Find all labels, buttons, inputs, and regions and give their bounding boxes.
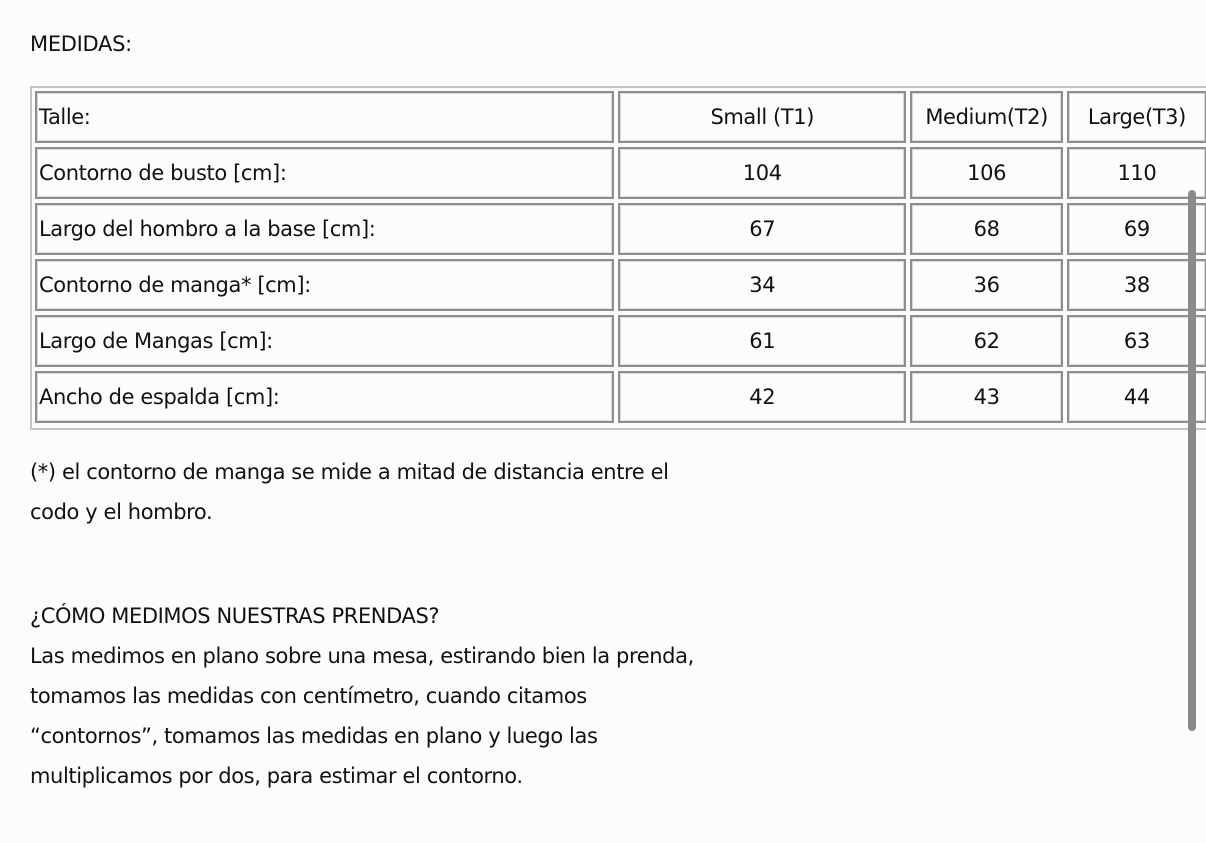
description-line: Las medimos en plano sobre una mesa, estirando bien la prenda, bbox=[30, 644, 694, 668]
cell-large: 110 bbox=[1067, 147, 1206, 199]
cell-medium: 36 bbox=[910, 259, 1062, 311]
description-line: “contornos”, tomamos las medidas en plano y luego las bbox=[30, 724, 598, 748]
cell-large: 69 bbox=[1067, 203, 1206, 255]
scrollbar-thumb[interactable] bbox=[1188, 190, 1196, 731]
table-row bbox=[35, 315, 1206, 367]
row-label: Contorno de busto [cm]: bbox=[35, 147, 614, 199]
sleeve-footnote bbox=[30, 452, 790, 532]
description-line: multiplicamos por dos, para estimar el contorno. bbox=[30, 764, 523, 788]
cell-medium: 106 bbox=[910, 147, 1062, 199]
table-header-row bbox=[35, 91, 1206, 143]
cell-large: 38 bbox=[1067, 259, 1206, 311]
row-label: Contorno de manga* [cm]: bbox=[35, 259, 614, 311]
row-label: Ancho de espalda [cm]: bbox=[35, 371, 614, 423]
header-cell-size: Talle: bbox=[35, 91, 614, 143]
measuring-description bbox=[30, 636, 790, 796]
cell-medium: 43 bbox=[910, 371, 1062, 423]
footnote-line: (*) el contorno de manga se mide a mitad de distancia entre el bbox=[30, 460, 669, 484]
header-cell-large: Large(T3) bbox=[1067, 91, 1206, 143]
cell-small: 34 bbox=[618, 259, 906, 311]
cell-medium: 68 bbox=[910, 203, 1062, 255]
size-table-frame bbox=[30, 86, 1206, 430]
footnote-line: codo y el hombro. bbox=[30, 500, 213, 524]
row-label: Largo del hombro a la base [cm]: bbox=[35, 203, 614, 255]
cell-large: 44 bbox=[1067, 371, 1206, 423]
header-cell-medium: Medium(T2) bbox=[910, 91, 1062, 143]
cell-small: 67 bbox=[618, 203, 906, 255]
measuring-section-title: ¿CÓMO MEDIMOS NUESTRAS PRENDAS? bbox=[30, 604, 440, 628]
page-heading: MEDIDAS: bbox=[30, 32, 132, 56]
table-row bbox=[35, 259, 1206, 311]
row-label: Largo de Mangas [cm]: bbox=[35, 315, 614, 367]
description-line: tomamos las medidas con centímetro, cuando citamos bbox=[30, 684, 587, 708]
header-cell-small: Small (T1) bbox=[618, 91, 906, 143]
cell-small: 104 bbox=[618, 147, 906, 199]
table-row bbox=[35, 147, 1206, 199]
cell-medium: 62 bbox=[910, 315, 1062, 367]
table-row bbox=[35, 371, 1206, 423]
cell-large: 63 bbox=[1067, 315, 1206, 367]
size-table bbox=[31, 87, 1206, 427]
table-row bbox=[35, 203, 1206, 255]
cell-small: 61 bbox=[618, 315, 906, 367]
cell-small: 42 bbox=[618, 371, 906, 423]
